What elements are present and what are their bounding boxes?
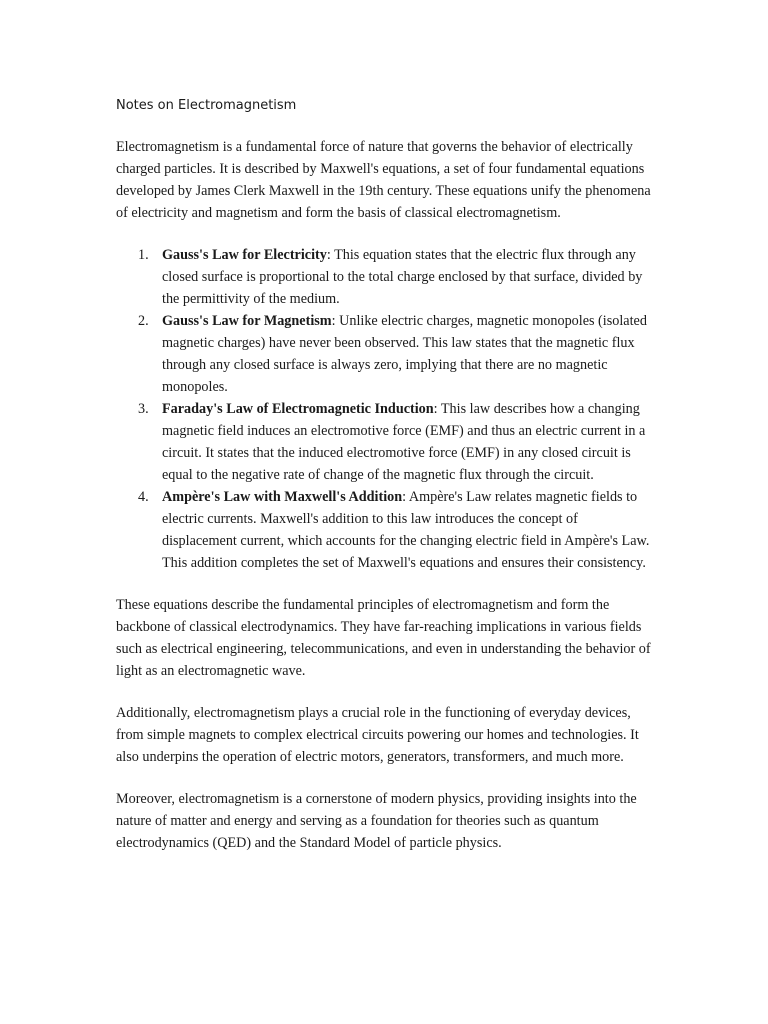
document-page: [116, 96, 656, 874]
law-term: Faraday's Law of Electromagnetic Induction: [162, 401, 434, 417]
law-term: Gauss's Law for Magnetism: [162, 313, 332, 329]
list-item-gauss-magnetism: [116, 310, 656, 398]
list-item-ampere: [116, 486, 656, 574]
list-number: 3.: [138, 401, 149, 417]
law-description: : This law describes how a changing magnetic field induces an electromotive force (EMF) and thus an electric current in a circuit. It states that the induced electromotive force (EMF) in any closed circuit is equal to the negative rate of change of the magnetic flux through the circuit.: [162, 401, 646, 483]
everyday-devices-paragraph: Additionally, electromagnetism plays a crucial role in the functioning of everyday devices, from simple magnets to complex electrical circuits powering our homes and technologies. It also underpins the operation of electric motors, generators, transformers, and much more.: [116, 705, 639, 765]
list-item-gauss-electricity: [116, 244, 656, 310]
maxwell-equations-list: [116, 244, 656, 574]
list-item-faraday: [116, 398, 656, 486]
list-number: 1.: [138, 247, 149, 263]
law-description: : Unlike electric charges, magnetic monopoles (isolated magnetic charges) have never been observed. This law states that the magnetic flux through any closed surface is always zero, implying that there are no magnetic monopoles.: [162, 313, 647, 395]
intro-paragraph: Electromagnetism is a fundamental force of nature that governs the behavior of electrically charged particles. It is described by Maxwell's equations, a set of four fundamental equations developed by James Clerk Maxwell in the 19th century. These equations unify the phenomena of electricity and magnetism and form the basis of classical electromagnetism.: [116, 139, 651, 221]
list-number: 4.: [138, 489, 149, 505]
law-term: Gauss's Law for Electricity: [162, 247, 327, 263]
modern-physics-paragraph: Moreover, electromagnetism is a cornerstone of modern physics, providing insights into the nature of matter and energy and serving as a foundation for theories such as quantum electrodynamics (QED) and the Standard Model of particle physics.: [116, 791, 637, 851]
document-title: Notes on Electromagnetism: [116, 98, 297, 113]
law-description: : Ampère's Law relates magnetic fields to electric currents. Maxwell's addition to this law introduces the concept of displacement current, which accounts for the changing electric field in Ampère's Law. This addition completes the set of Maxwell's equations and ensures their consistency.: [162, 489, 650, 571]
law-description: : This equation states that the electric flux through any closed surface is proportional to the total charge enclosed by that surface, divided by the permittivity of the medium.: [162, 247, 643, 307]
law-term: Ampère's Law with Maxwell's Addition: [162, 489, 403, 505]
list-number: 2.: [138, 313, 149, 329]
implications-paragraph: These equations describe the fundamental principles of electromagnetism and form the backbone of classical electrodynamics. They have far-reaching implications in various fields such as electrical engineering, telecommunications, and even in understanding the behavior of light as an electromagnetic wave.: [116, 597, 651, 679]
